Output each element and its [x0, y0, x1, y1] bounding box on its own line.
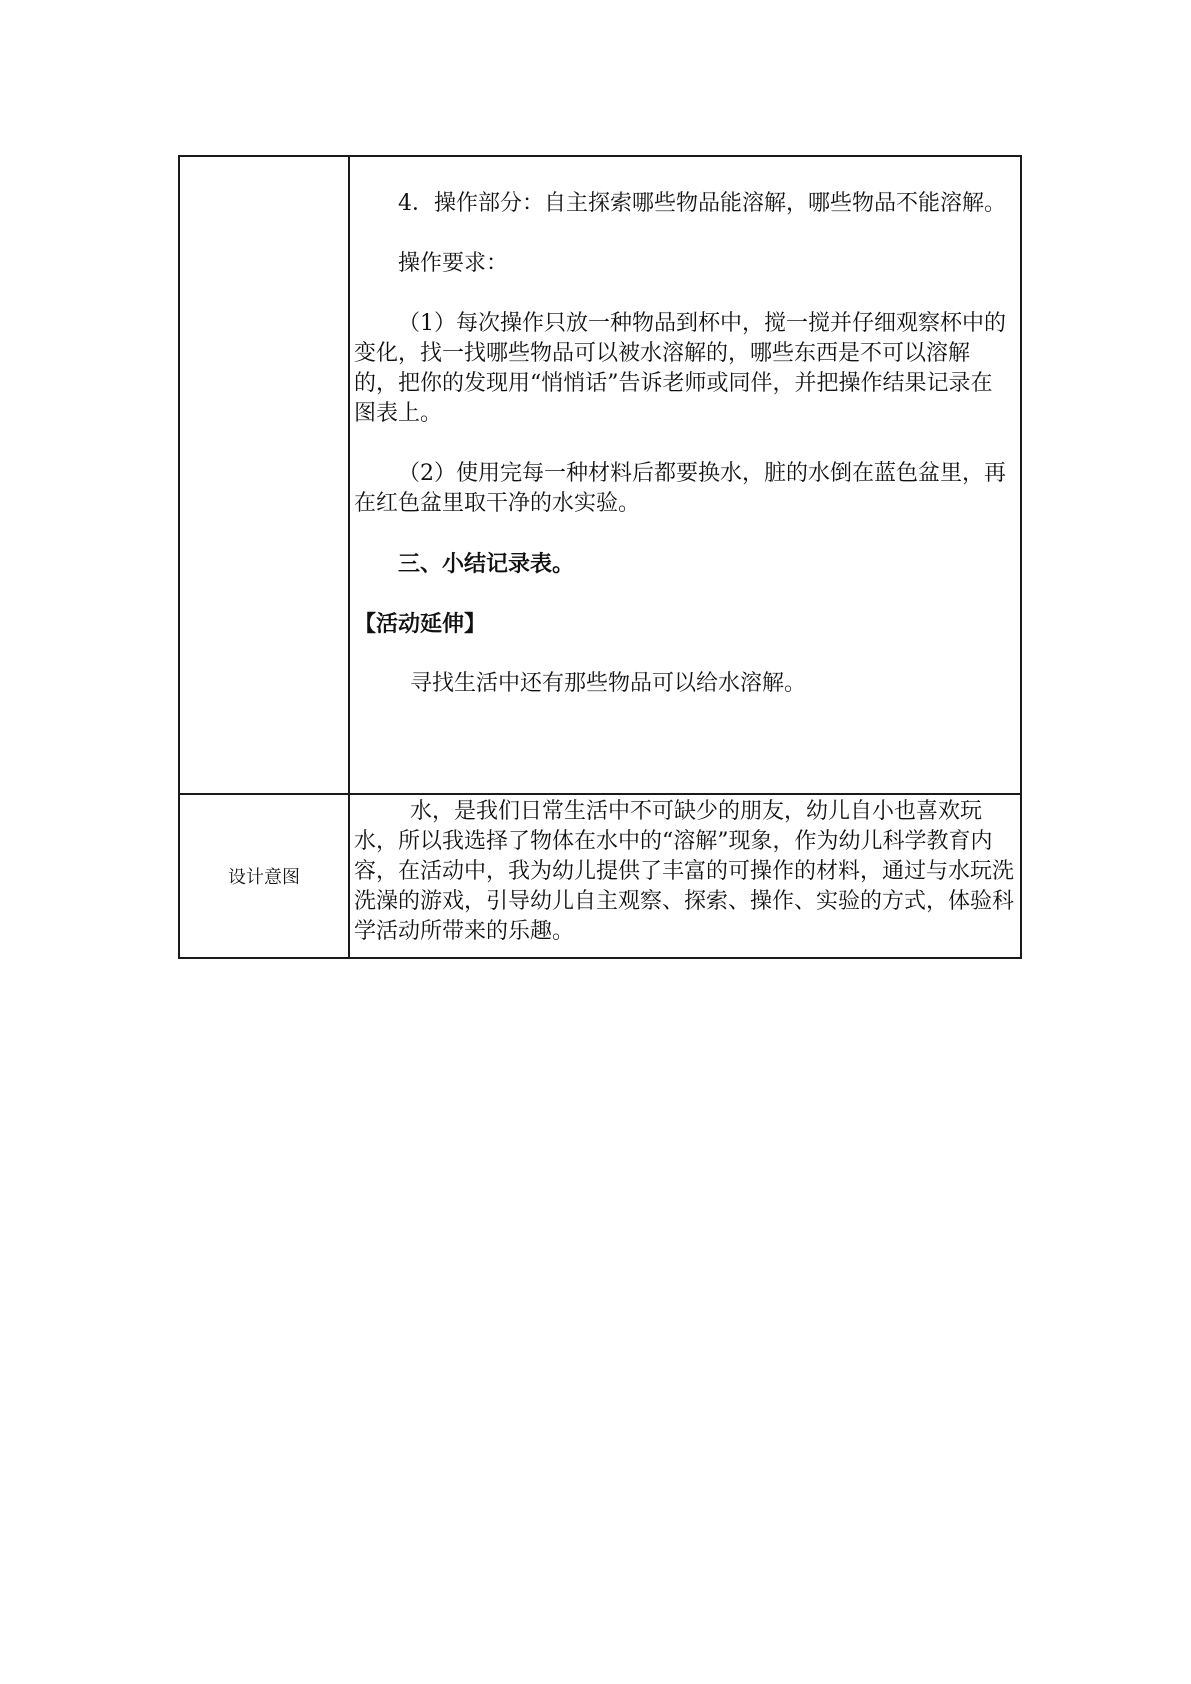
step-4-text: 4．操作部分：自主探索哪些物品能溶解，哪些物品不能溶解。	[398, 191, 1006, 216]
requirement-2-text: （2）使用完每一种材料后都要换水，脏的水倒在蓝色盆里，再在红色盆里取干净的水实验。	[354, 461, 1006, 516]
procedure-row	[179, 156, 1021, 794]
procedure-content-cell	[349, 156, 1021, 794]
extension-text: 寻找生活中还有那些物品可以给水溶解。	[410, 671, 807, 696]
procedure-content	[350, 157, 1020, 699]
lesson-plan-table	[178, 155, 1022, 959]
design-text: 水，是我们日常生活中不可缺少的朋友，幼儿自小也喜欢玩水，所以我选择了物体在水中的“溶解”现象，作为幼儿科学教育内容，在活动中，我为幼儿提供了丰富的可操作的材料，通过与水玩洗洗澡的游戏，引导幼儿自主观察、探索、操作、实验的方式，体验科学活动所带来的乐趣。	[354, 799, 1015, 944]
requirements-heading: 操作要求：	[398, 251, 509, 276]
design-label: 设计意图	[179, 794, 349, 958]
procedure-label-cell	[179, 156, 349, 794]
summary-heading: 三、小结记录表。	[398, 551, 575, 577]
design-row	[179, 794, 1021, 958]
requirement-1-text: （1）每次操作只放一种物品到杯中，搅一搅并仔细观察杯中的变化，找一找哪些物品可以被水溶解的，哪些东西是不可以溶解的，把你的发现用“悄悄话”告诉老师或同伴，并把操作结果记录在图表上。	[354, 311, 1006, 426]
extension-heading: 【活动延伸】	[354, 611, 487, 637]
design-content-cell	[349, 794, 1021, 958]
